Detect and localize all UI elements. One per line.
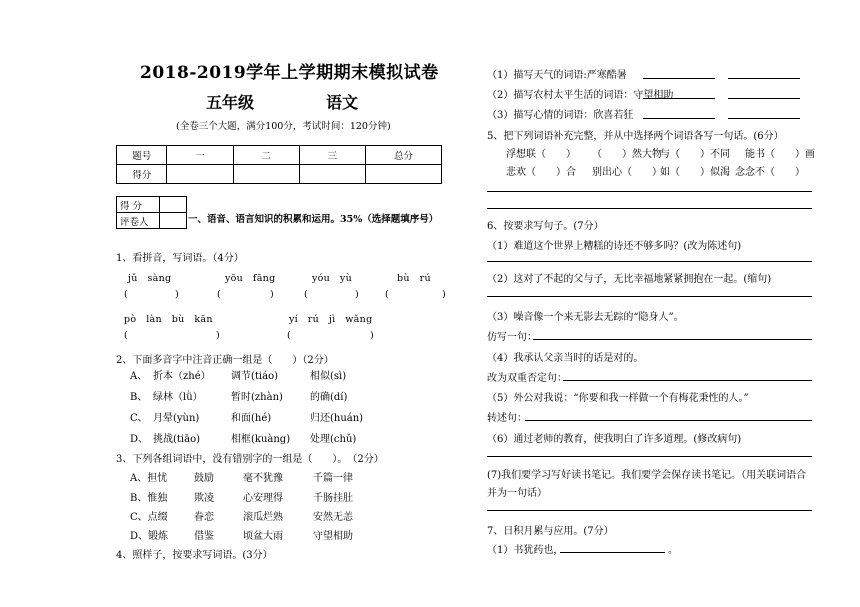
q3-option-item: B、惟独 [130,493,168,504]
score-cell[interactable] [167,165,233,184]
q6-item: （4）我承认父亲当时的话是对的。 [487,353,644,364]
q1-pinyin: bù rú [397,273,431,284]
grader-score-label: 得 分 [117,197,160,213]
q6-item: 并为一句话） [487,488,547,499]
score-row-label: 得分 [117,165,167,184]
q3-option-item: 顷盆大雨 [243,531,283,542]
q5-word: 念念不（ ） [735,167,805,178]
grader-score-cell[interactable] [160,197,187,213]
answer-line[interactable] [533,339,812,340]
answer-line[interactable] [728,98,800,99]
grader-name-label: 评卷人 [117,213,160,229]
q1-answer-open: ( [304,289,308,300]
answer-line[interactable] [487,208,812,209]
q1-pinyin: jǔ sàng [128,273,172,284]
score-header-item: 一 [167,146,233,165]
q1-answer-open: ( [385,289,389,300]
answer-line[interactable] [487,261,812,262]
q1-answer-close: ) [442,289,446,300]
score-header-item: 总分 [365,146,441,165]
section-1-heading: 一、语音、语言知识的积累和运用。35%（选择题填序号） [188,214,439,225]
q7-item: （1）书犹药也， [487,545,564,556]
q2-option-item: 的确(dí) [310,392,348,403]
q1-title: 1、看拼音，写词语。（4分） [116,253,244,264]
q1-answer-close: ) [370,330,374,341]
q6-item: （5）外公对我说：“你要和我一样做一个有梅花秉性的人。” [487,393,749,404]
q2-option-item: 相似(sì) [310,371,347,382]
q1-answer-close: ) [355,289,359,300]
q6-item: （6）通过老师的教育，使我明白了许多道理。(修改病句) [487,434,742,445]
answer-line[interactable] [563,380,812,381]
q3-option-item: 守望相助 [313,531,353,542]
q3-option-item: D、锻炼 [130,531,169,542]
q5-word: 浮想联（ ） [506,149,576,160]
q2-title: 2、下面多音字中注音正确一组是（ ）（2分） [116,355,334,366]
q6-item: （3）噪音像一个来无影去无踪的“隐身人”。 [487,312,684,323]
q3-option-item: 借鉴 [194,531,214,542]
q3-option-item: 滚瓜烂熟 [243,512,283,523]
answer-line[interactable] [643,118,715,119]
q1-answer-open: ( [217,289,221,300]
score-cell[interactable] [233,165,299,184]
q3-option-item: A、担忧 [130,473,168,484]
exam-note: (全卷三个大题，满分100分，考试时间：120分钟) [176,121,391,132]
score-header-item: 二 [233,146,299,165]
q6-item: （2）这对了不起的父与子，无比幸福地紧紧拥抱在一起。(缩句) [487,274,772,285]
q5-title: 5、把下列词语补充完整，并从中选择两个词语各写一句话。(6分） [487,131,784,142]
q4-item: （1）描写天气的词语:严寒酷暑 [487,70,627,81]
q5-word: 别出心（ ） [592,167,662,178]
q6-item: （1）难道这个世界上糟糕的诗还不够多吗？(改为陈述句) [487,241,742,252]
q2-option-letter: A、 [130,371,148,382]
answer-line[interactable] [643,78,715,79]
answer-line[interactable] [487,456,812,457]
answer-line[interactable] [728,78,800,79]
q3-option-item: 眷恋 [194,512,214,523]
subject-label: 语文 [326,93,359,112]
q4-title: 4、照样子，按要求写词语。(3分） [116,550,273,561]
q5-word: 能书（ ）画 [745,149,815,160]
q2-option-item: 折本（zhé） [153,371,211,382]
q2-option-item: 挑战(tiāo) [153,434,201,445]
q2-option-item: 调节(tiáo) [231,371,279,382]
answer-line[interactable] [728,118,800,119]
q4-item: （3）描写心情的词语：欣喜若狂 [487,110,634,121]
q3-option-item: 心安理得 [243,493,283,504]
exam-title: 2018-2019学年上学期期末模拟试卷 [140,63,439,83]
score-table [116,145,442,184]
q1-answer-open: ( [124,289,128,300]
q2-option-letter: C、 [130,413,148,424]
q3-option-item: 鼓励 [194,473,214,484]
q3-option-item: 安然无恙 [313,512,353,523]
score-header-item: 题号 [117,146,167,165]
answer-line[interactable] [487,510,812,511]
q1-answer-open: ( [287,330,291,341]
q2-option-letter: B、 [130,392,148,403]
q2-option-item: 归还(huán) [310,413,364,424]
double-negative-prompt: 改为双重否定句： [487,373,567,384]
q2-option-item: 相框(kuàng) [231,434,291,445]
q2-option-item: 绿林（lǜ） [153,392,203,403]
imitate-prompt: 仿写一句： [487,332,537,343]
q3-option-item: 千篇一律 [313,473,353,484]
score-cell[interactable] [365,165,441,184]
answer-line[interactable] [643,98,715,99]
grader-box [116,196,187,229]
q1-answer-close: ) [175,289,179,300]
q4-item: （2）描写农村太平生活的词语：守望相助 [487,90,674,101]
q1-pinyin: yóu yù [312,273,352,284]
q6-item: (7)我们要学习写好读书笔记。我们要学会保存读书笔记。（用关联词语合 [487,470,807,481]
q1-answer-close: ) [270,289,274,300]
q2-option-item: 和面(hé) [231,413,272,424]
q3-option-item: 千肠挂肚 [313,493,353,504]
q1-pinyin: yí rú jì wǎng [289,314,373,325]
q2-option-letter: D、 [130,434,149,445]
q2-option-item: 暂时(zhàn) [231,392,283,403]
q7-title: 7、日积月累与应用。(7分） [487,526,614,537]
q2-option-item: 处理(chǔ) [310,434,357,445]
q6-title: 6、按要求写句子。(7分） [487,221,604,232]
grade-label: 五年级 [206,93,255,112]
q1-pinyin: pò làn bù kān [124,314,213,325]
q1-answer-close: ) [216,330,220,341]
q3-option-item: 毫不犹豫 [243,473,283,484]
q3-option-item: C、点缀 [130,512,168,523]
q3-option-item: 欺凌 [194,493,214,504]
q1-pinyin: yōu fāng [225,273,276,284]
q2-option-item: 月晕(yùn) [153,413,200,424]
q3-title: 3、下列各组词语中，没有错别字的一组是（ ）。 （2分） [116,454,384,465]
reported-speech-prompt: 转述句： [487,413,527,424]
q5-word: 悲欢（ ）合 [506,167,576,178]
answer-line[interactable] [525,420,812,421]
score-header-item: 三 [299,146,365,165]
q5-word: 与（ ）不同 [660,149,730,160]
q1-answer-open: ( [124,330,128,341]
answer-line[interactable] [487,191,812,192]
answer-line[interactable] [560,552,665,553]
q5-word: 如（ ）似渴 [660,167,730,178]
q5-word: （ ）然大物 [592,149,662,160]
q7-item-end: 。 [668,545,678,556]
score-cell[interactable] [299,165,365,184]
grader-name-cell[interactable] [160,213,187,229]
answer-line[interactable] [487,296,812,297]
